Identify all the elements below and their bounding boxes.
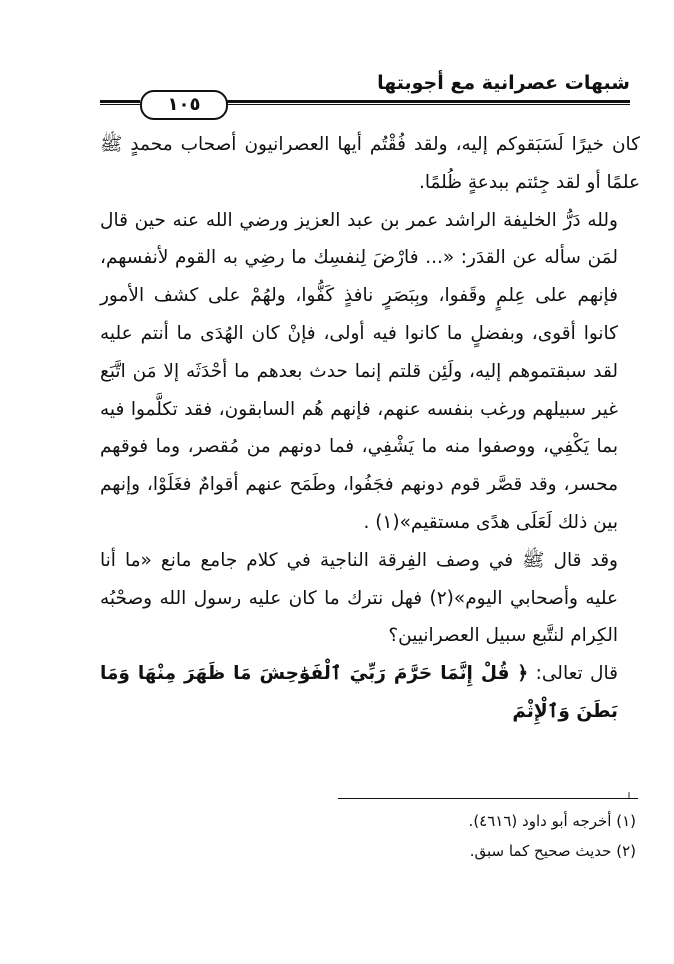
paragraph-1: كان خيرًا لَسَبَقوكم إليه، ولقد فُقْتُم أيها العصرانيون أصحاب محمدٍ ﷺ علمًا أو لقد جِئتم ببدعةٍ ظُلمًا. (100, 134, 640, 193)
header-rule-left (100, 100, 140, 105)
header-rule (225, 100, 630, 105)
paragraph-2: ولله دَرُّ الخليفة الراشد عمر بن عبد العزيز ورضي الله عنه حين قال لمَن سأله عن القدَر: «... فارْضَ لِنفسِك ما رضِي به القوم لأنفسهم، فإنهم على عِلمٍ وقَفوا، وبِبَصَرٍ نافذٍ كَفُّوا، ولهُمْ على كشف الأمور كانوا أقوى، وبفضلٍ ما كانوا فيه أولى، فإنْ كان الهُدَى ما أنتم عليه لقد سبقتموهم إليه، ولَئِن قلتم إنما حدث بعدهم ما أحْدَثَه إلا مَن اتَّبَع غير سبيلهم ورغب بنفسه عنهم، فإنهم هُم السابقون، فقد تكلَّموا فيه بما يَكْفِي، ووصفوا منه ما يَشْفِي، فما دونهم من مُقصر، وما فوقهم محسر، وقد قصَّر قوم دونهم فجَفُوا، وطَمَح عنهم أقوامٌ فغَلَوْا، وإنهم بين ذلك لَعَلَى هدًى مستقيم»(١) . (100, 209, 618, 533)
running-title: شبهات عصرانية مع أجوبتها (377, 72, 630, 94)
main-text (100, 126, 640, 731)
page-number: ١٠٥ (140, 90, 228, 120)
quran-verse: ﴿ قُلْ إِنَّمَا حَرَّمَ رَبِّيَ ٱلْفَوَٰحِشَ مَا ظَهَرَ مِنْهَا وَمَا بَطَنَ وَٱلْإِثْمَ (100, 663, 618, 722)
paragraph-3: وقد قال ﷺ في وصف الفِرقة الناجية في كلام جامع مانع «ما أنا عليه وأصحابي اليوم»(٢) فهل نترك ما كان عليه رسول الله وصحْبُه الكِرام لنتَّبع سبيل العصرانيين؟ (100, 549, 618, 647)
footnotes (336, 806, 636, 866)
verse-line (100, 655, 640, 731)
page-header (100, 72, 630, 122)
footnote-2: (٢) حديث صحيح كما سبق. (469, 842, 636, 860)
footnote-1: (١) أخرجه أبو داود (٤٦١٦). (468, 812, 636, 830)
footnote-separator (338, 798, 638, 799)
verse-intro: قال تعالى: (535, 663, 618, 685)
